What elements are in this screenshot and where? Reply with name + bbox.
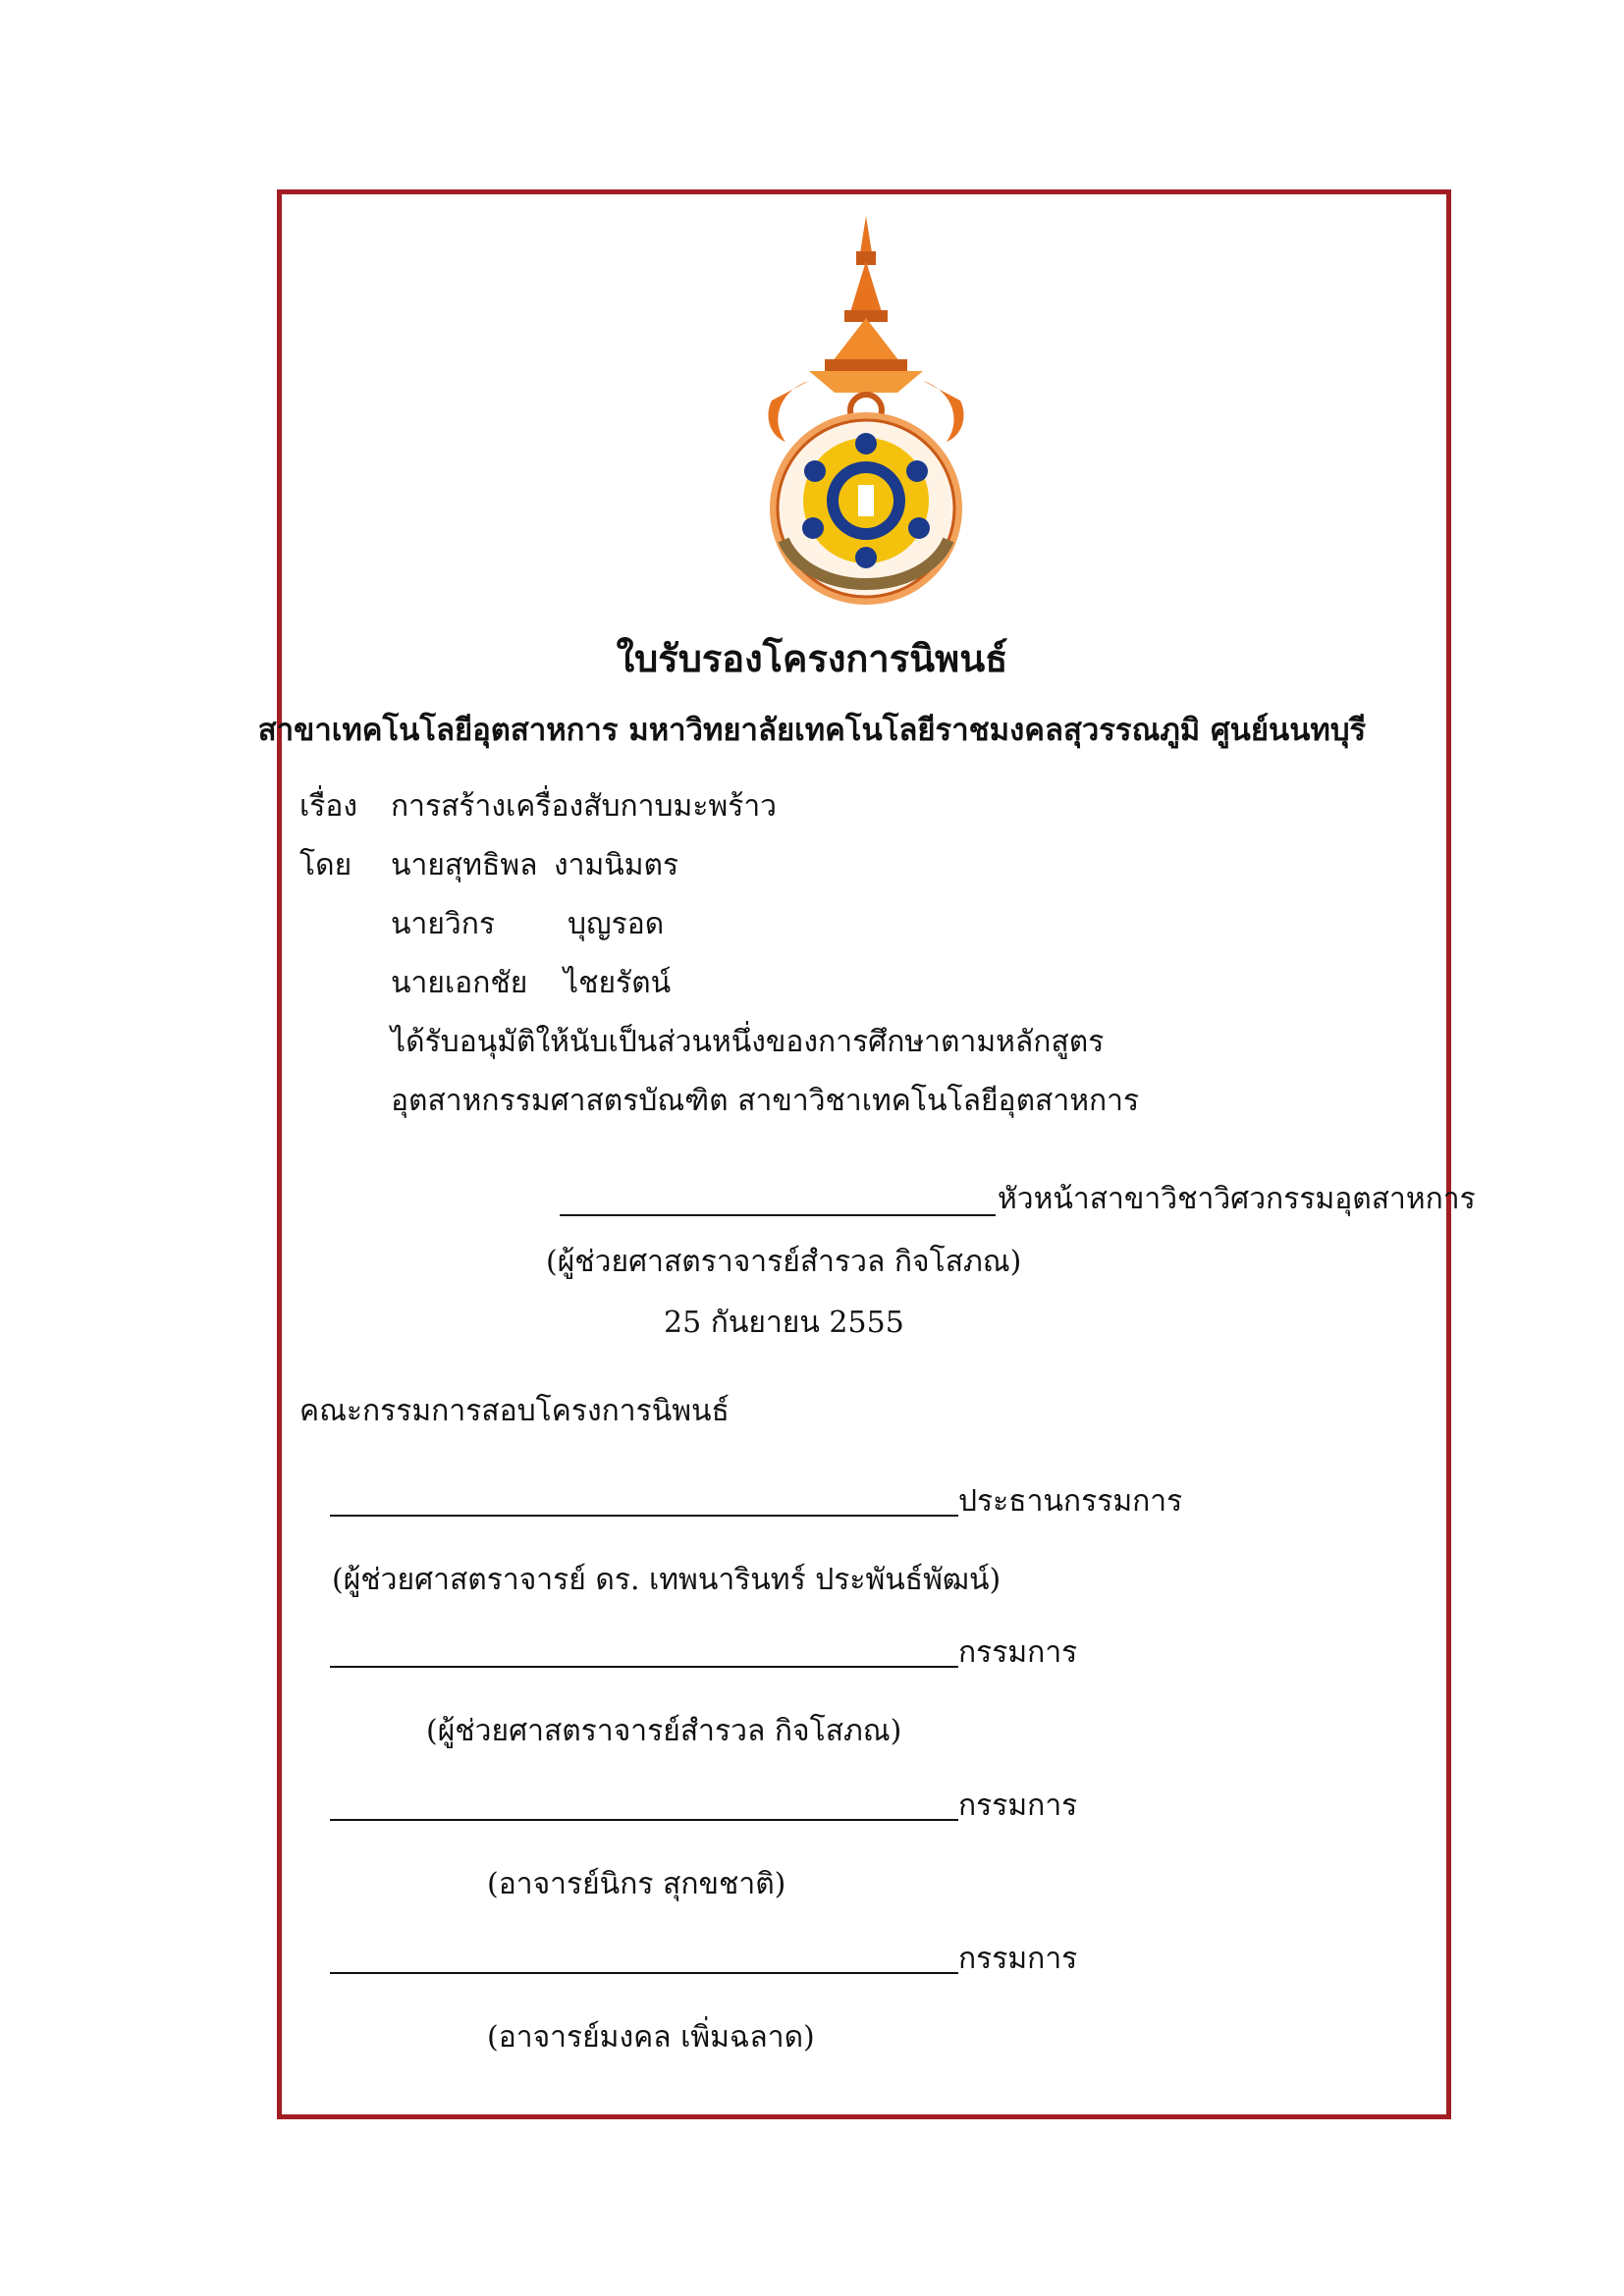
- committee-member-name: (ผู้ช่วยศาสตราจารย์สำรวล กิจโสภณ): [426, 1714, 902, 1748]
- author-last-name: บุญรอด: [568, 907, 665, 941]
- signature-line: [330, 1819, 958, 1821]
- committee-member-name: (อาจารย์นิกร สุกขชาติ): [487, 1867, 786, 1901]
- approval-line-1: ได้รับอนุมัติให้นับเป็นส่วนหนึ่งของการศึกษาตามหลักสูตร: [391, 1025, 1105, 1059]
- signature-line: [330, 1666, 958, 1668]
- author-first-name: นายเอกชัย: [391, 966, 528, 1000]
- approval-line-2: อุตสาหกรรมศาสตรบัณฑิต สาขาวิชาเทคโนโลยีอุตสาหการ: [391, 1084, 1140, 1118]
- committee-role: กรรมการ: [958, 1942, 1078, 1976]
- certificate-subtitle: สาขาเทคโนโลยีอุตสาหการ มหาวิทยาลัยเทคโนโลยีราชมงคลสุวรรณภูมิ ศูนย์นนทบุรี: [257, 713, 1367, 748]
- author-last-name: งามนิมตร: [554, 848, 679, 882]
- signature-line: [330, 1515, 958, 1517]
- signature-line: [330, 1972, 958, 1974]
- committee-member-name: (ผู้ช่วยศาสตราจารย์ ดร. เทพนารินทร์ ประพันธ์พัฒน์): [332, 1563, 1001, 1597]
- committee-role: กรรมการ: [958, 1789, 1078, 1823]
- head-name: (ผู้ช่วยศาสตราจารย์สำรวล กิจโสภณ): [546, 1245, 1022, 1279]
- subject-label: เรื่อง: [299, 789, 358, 824]
- approval-date: 25 กันยายน 2555: [664, 1306, 904, 1340]
- author-first-name: นายวิกร: [391, 907, 496, 941]
- head-role: หัวหน้าสาขาวิชาวิศวกรรมอุตสาหการ: [998, 1182, 1476, 1216]
- author-first-name: นายสุทธิพล: [391, 848, 538, 882]
- committee-heading: คณะกรรมการสอบโครงการนิพนธ์: [299, 1394, 730, 1428]
- committee-member-name: (อาจารย์มงคล เพิ่มฉลาด): [487, 2020, 815, 2055]
- university-emblem-logo: [750, 214, 982, 611]
- signature-line: [560, 1214, 996, 1216]
- committee-role: กรรมการ: [958, 1635, 1078, 1670]
- author-last-name: ไชยรัตน์: [564, 966, 672, 1000]
- project-subject: การสร้างเครื่องสับกาบมะพร้าว: [391, 789, 778, 824]
- certificate-title: ใบรับรองโครงการนิพนธ์: [616, 636, 1008, 680]
- committee-role: ประธานกรรมการ: [958, 1484, 1183, 1519]
- by-label: โดย: [299, 848, 352, 882]
